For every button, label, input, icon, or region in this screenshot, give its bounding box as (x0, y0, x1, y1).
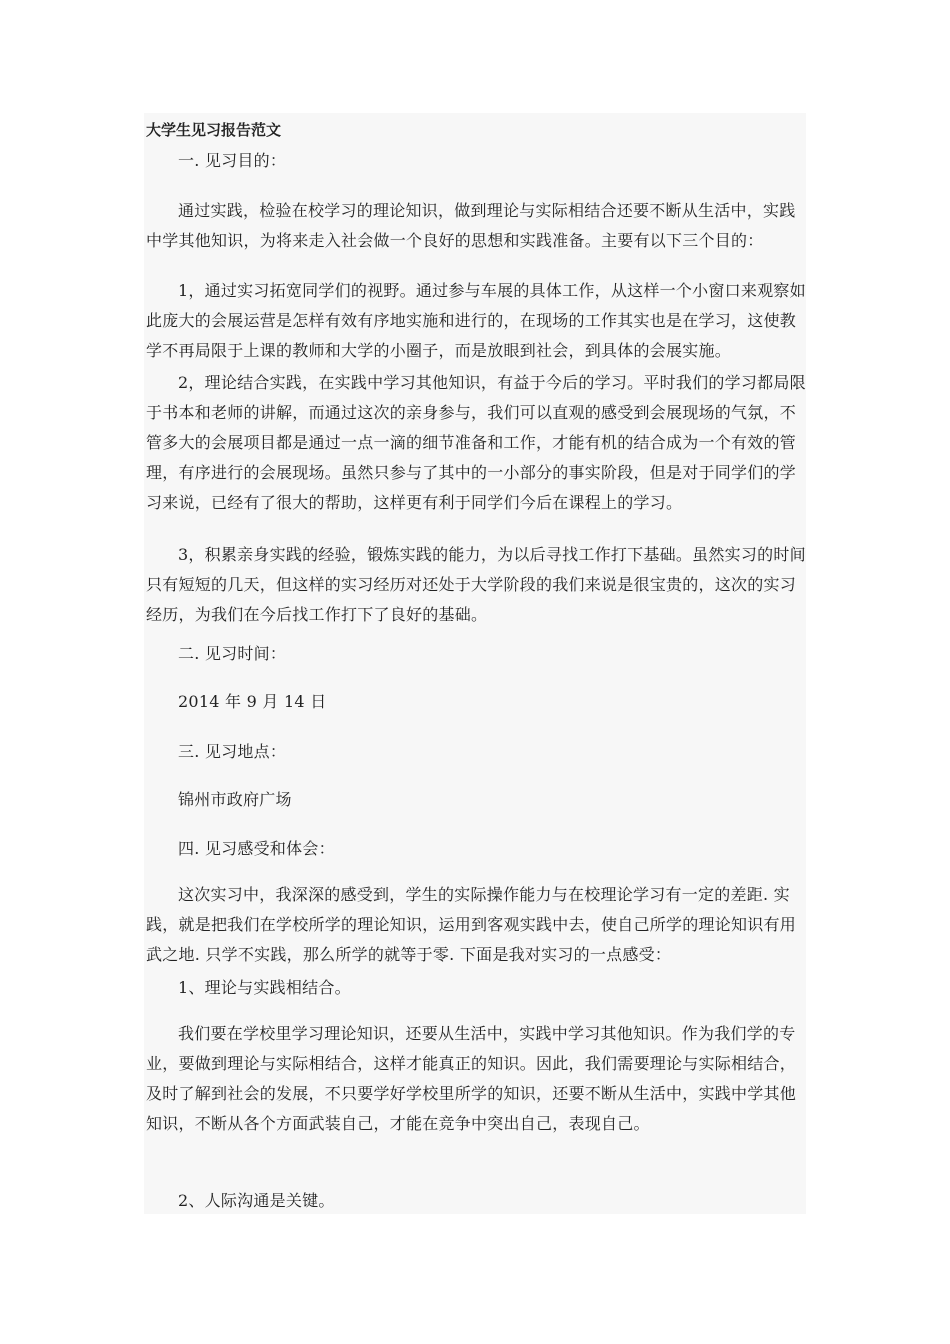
purpose-3: 3，积累亲身实践的经验，锻炼实践的能力，为以后寻找工作打下基础。虽然实习的时间只有短短的几天，但这样的实习经历对还处于大学阶段的我们来说是很宝贵的，这次的实习经历，为我们在今后找工作打下了良好的基础。 (146, 545, 806, 624)
feeling-intro: 这次实习中，我深深的感受到，学生的实际操作能力与在校理论学习有一定的差距. 实践，就是把我们在学校所学的理论知识，运用到客观实践中去，使自己所学的理论知识有用武之地. 只学不实践，那么所学的就等于零. 下面是我对实习的一点感受： (146, 885, 797, 964)
section4-heading: 四. 见习感受和体会： (178, 839, 335, 858)
section3-heading: 三. 见习地点： (178, 742, 287, 761)
section2-heading: 二. 见习时间： (178, 644, 287, 663)
section1-heading: 一. 见习目的： (178, 151, 287, 170)
date: 2014 年 9 月 14 日 (178, 692, 327, 711)
purpose-2: 2，理论结合实践，在实践中学习其他知识，有益于今后的学习。平时我们的学习都局限于书本和老师的讲解，而通过这次的亲身参与，我们可以直观的感受到会展现场的气氛，不管多大的会展项目都是通过一点一滴的细节准备和工作，才能有机的结合成为一个有效的管理，有序进行的会展现场。虽然只参与了其中的一小部分的事实阶段，但是对于同学们的学习来说，已经有了很大的帮助，这样更有利于同学们今后在课程上的学习。 (146, 373, 806, 512)
location: 锦州市政府广场 (178, 790, 292, 809)
document-title: 大学生见习报告范文 (146, 121, 282, 139)
point1-body: 我们要在学校里学习理论知识，还要从生活中，实践中学习其他知识。作为我们学的专业，要做到理论与实际相结合，这样才能真正的知识。因此，我们需要理论与实际相结合，及时了解到社会的发展，不只要学好学校里所学的知识，还要不断从生活中，实践中学其他知识，不断从各个方面武装自己，才能在竞争中突出自己，表现自己。 (146, 1024, 797, 1133)
document-body (144, 113, 806, 1214)
point1-heading: 1、理论与实践相结合。 (178, 978, 351, 997)
purpose-1: 1，通过实习拓宽同学们的视野。通过参与车展的具体工作，从这样一个小窗口来观察如此庞大的会展运营是怎样有效有序地实施和进行的，在现场的工作其实也是在学习，这使教学不再局限于上课的教师和大学的小圈子，而是放眼到社会，到具体的会展实施。 (146, 281, 806, 360)
point2-heading: 2、人际沟通是关键。 (178, 1191, 335, 1210)
purpose-intro: 通过实践，检验在校学习的理论知识，做到理论与实际相结合还要不断从生活中，实践中学其他知识，为将来走入社会做一个良好的思想和实践准备。主要有以下三个目的： (146, 201, 796, 250)
